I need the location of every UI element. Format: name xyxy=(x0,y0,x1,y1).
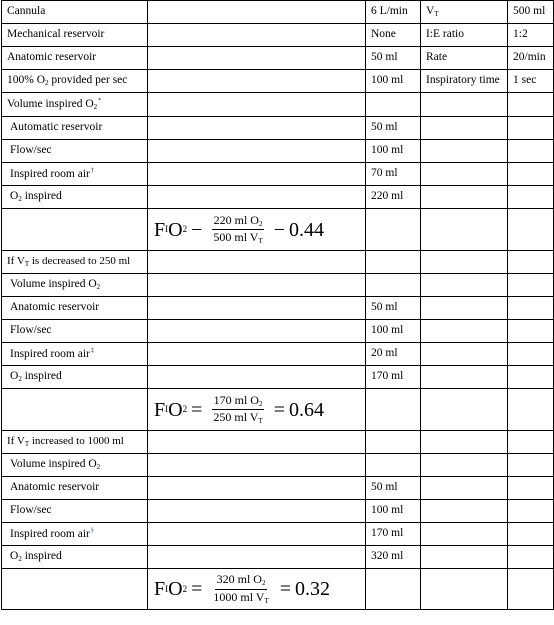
empty-cell xyxy=(508,343,554,366)
empty-cell xyxy=(366,209,421,251)
section-title: Volume inspired $O_2^*$ xyxy=(2,93,148,117)
header-row xyxy=(2,70,554,93)
section-title: If $V_T$ is decreased to 250 ml xyxy=(2,251,148,274)
empty-cell xyxy=(508,117,554,140)
section-title-row xyxy=(2,431,554,454)
section-title-row xyxy=(2,93,554,117)
empty-cell xyxy=(148,1,366,24)
param-label: I:E ratio xyxy=(421,24,508,47)
table-row xyxy=(2,477,554,500)
empty-cell xyxy=(508,546,554,569)
section-subtitle-row xyxy=(2,274,554,297)
empty-cell xyxy=(366,454,421,477)
empty-cell xyxy=(508,209,554,251)
equation-fraction: $\frac{220 ml O_2}{500 ml V_T}$ xyxy=(213,212,263,245)
row-value: 50 ml xyxy=(366,117,421,140)
empty-cell xyxy=(148,47,366,70)
equation-fraction: $\frac{320 ml O_2}{1000 ml V_T}$ xyxy=(213,572,269,605)
empty-cell xyxy=(2,209,148,251)
row-label: Anatomic reservoir xyxy=(2,297,148,320)
param-label: Inspiratory time xyxy=(421,70,508,93)
section-title: If $V_T$ increased to 1000 ml xyxy=(2,431,148,454)
row-label: Mechanical reservoir xyxy=(2,24,148,47)
empty-cell xyxy=(148,477,366,500)
row-value: 100 ml xyxy=(366,500,421,523)
empty-cell xyxy=(148,546,366,569)
empty-cell xyxy=(148,274,366,297)
table-row xyxy=(2,366,554,389)
empty-cell xyxy=(2,569,148,610)
empty-cell xyxy=(421,251,508,274)
fio2-result: 0.32 xyxy=(295,578,331,600)
empty-cell xyxy=(421,320,508,343)
row-label: Automatic reservoir xyxy=(2,117,148,140)
empty-cell xyxy=(508,140,554,163)
empty-cell xyxy=(148,117,366,140)
row-value: 100 ml xyxy=(366,140,421,163)
empty-cell xyxy=(148,431,366,454)
empty-cell xyxy=(508,569,554,610)
row-value: None xyxy=(366,24,421,47)
section-subtitle: Volume inspired $O_2$ xyxy=(2,274,148,297)
empty-cell xyxy=(2,389,148,431)
fio2-equation: F I O 2 = $\frac{170 ml O_2}{250 ml V_T}$ = 0.64 xyxy=(148,389,366,431)
empty-cell xyxy=(508,297,554,320)
empty-cell xyxy=(421,523,508,546)
fio2-result: 0.44 xyxy=(289,218,325,241)
empty-cell xyxy=(148,320,366,343)
row-label: Inspired room air‡ xyxy=(2,343,148,366)
empty-cell xyxy=(148,454,366,477)
row-value: 70 ml xyxy=(366,163,421,186)
param-value: 500 ml xyxy=(508,1,554,24)
empty-cell xyxy=(508,454,554,477)
table-row xyxy=(2,297,554,320)
header-row xyxy=(2,1,554,24)
empty-cell xyxy=(421,297,508,320)
row-label: Anatomic reservoir xyxy=(2,477,148,500)
empty-cell xyxy=(508,186,554,209)
header-row xyxy=(2,47,554,70)
empty-cell xyxy=(421,186,508,209)
empty-cell xyxy=(421,389,508,431)
empty-cell xyxy=(508,500,554,523)
empty-cell xyxy=(421,431,508,454)
empty-cell xyxy=(421,569,508,610)
empty-cell xyxy=(366,251,421,274)
row-label: $O_2$ inspired xyxy=(2,546,148,569)
row-value: 6 L/min xyxy=(366,1,421,24)
row-label: $O_2$ inspired xyxy=(2,186,148,209)
empty-cell xyxy=(508,523,554,546)
table-row xyxy=(2,500,554,523)
empty-cell xyxy=(148,24,366,47)
empty-cell xyxy=(366,569,421,610)
table-row xyxy=(2,320,554,343)
param-value: 1:2 xyxy=(508,24,554,47)
fio2-result: 0.64 xyxy=(289,398,325,421)
equation-row xyxy=(2,389,554,431)
empty-cell xyxy=(366,389,421,431)
empty-cell xyxy=(508,366,554,389)
empty-cell xyxy=(508,431,554,454)
row-label: Flow/sec xyxy=(2,140,148,163)
empty-cell xyxy=(508,163,554,186)
empty-cell xyxy=(508,320,554,343)
empty-cell xyxy=(148,343,366,366)
empty-cell xyxy=(421,477,508,500)
fio2-equation: F I O 2 − $\frac{220 ml O_2}{500 ml V_T}$ − 0.44 xyxy=(148,209,366,251)
empty-cell xyxy=(421,93,508,117)
fio2-equation: F I O 2 = $\frac{320 ml O_2}{1000 ml V_T}$ = 0.32 xyxy=(148,569,366,610)
param-value: 20/min xyxy=(508,47,554,70)
row-value: 100 ml xyxy=(366,70,421,93)
param-label: $V_T$ xyxy=(421,1,508,24)
table-row xyxy=(2,140,554,163)
empty-cell xyxy=(421,209,508,251)
row-label: Inspired room air† xyxy=(2,163,148,186)
param-value: 1 sec xyxy=(508,70,554,93)
equation-row xyxy=(2,569,554,610)
row-label: Flow/sec xyxy=(2,320,148,343)
empty-cell xyxy=(148,366,366,389)
empty-cell xyxy=(421,140,508,163)
header-row xyxy=(2,24,554,47)
empty-cell xyxy=(421,117,508,140)
equation-row xyxy=(2,209,554,251)
empty-cell xyxy=(366,431,421,454)
table-row xyxy=(2,546,554,569)
table-row xyxy=(2,186,554,209)
empty-cell xyxy=(508,93,554,117)
empty-cell xyxy=(421,454,508,477)
empty-cell xyxy=(148,523,366,546)
empty-cell xyxy=(421,163,508,186)
empty-cell xyxy=(421,274,508,297)
row-value: 20 ml xyxy=(366,343,421,366)
table-row xyxy=(2,523,554,546)
section-subtitle: Volume inspired $O_2$ xyxy=(2,454,148,477)
empty-cell xyxy=(148,93,366,117)
empty-cell xyxy=(421,343,508,366)
row-label: $O_2$ inspired xyxy=(2,366,148,389)
row-value: 170 ml xyxy=(366,523,421,546)
table-row xyxy=(2,343,554,366)
table-row xyxy=(2,163,554,186)
equation-fraction: $\frac{170 ml O_2}{250 ml V_T}$ xyxy=(213,392,263,425)
table-row xyxy=(2,117,554,140)
empty-cell xyxy=(508,389,554,431)
empty-cell xyxy=(508,477,554,500)
empty-cell xyxy=(148,140,366,163)
empty-cell xyxy=(148,186,366,209)
param-label: Rate xyxy=(421,47,508,70)
oxygen-calculation-table xyxy=(1,0,554,610)
empty-cell xyxy=(421,500,508,523)
empty-cell xyxy=(148,297,366,320)
row-label: 100% $O_2$ provided per sec xyxy=(2,70,148,93)
row-label: Cannula xyxy=(2,1,148,24)
empty-cell xyxy=(366,274,421,297)
row-value: 220 ml xyxy=(366,186,421,209)
empty-cell xyxy=(366,93,421,117)
row-value: 100 ml xyxy=(366,320,421,343)
row-value: 50 ml xyxy=(366,47,421,70)
row-value: 50 ml xyxy=(366,297,421,320)
empty-cell xyxy=(421,366,508,389)
row-label: Anatomic reservoir xyxy=(2,47,148,70)
empty-cell xyxy=(148,500,366,523)
row-label: Inspired room air§ xyxy=(2,523,148,546)
section-title-row xyxy=(2,251,554,274)
row-value: 50 ml xyxy=(366,477,421,500)
empty-cell xyxy=(148,163,366,186)
row-value: 320 ml xyxy=(366,546,421,569)
empty-cell xyxy=(508,274,554,297)
empty-cell xyxy=(148,70,366,93)
empty-cell xyxy=(148,251,366,274)
row-value: 170 ml xyxy=(366,366,421,389)
empty-cell xyxy=(508,251,554,274)
section-subtitle-row xyxy=(2,454,554,477)
empty-cell xyxy=(421,546,508,569)
row-label: Flow/sec xyxy=(2,500,148,523)
